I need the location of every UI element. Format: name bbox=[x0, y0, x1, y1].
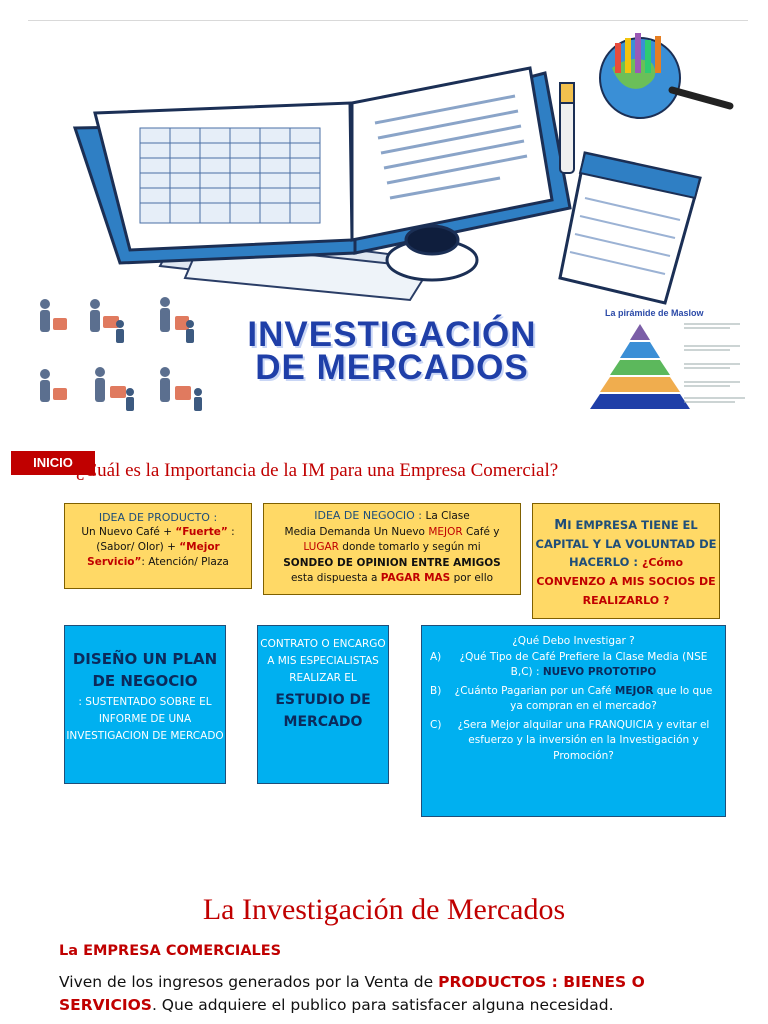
inicio-button[interactable]: INICIO bbox=[11, 451, 95, 475]
highlight-fuerte: “Fuerte” bbox=[175, 526, 228, 538]
text-span: . Que adquiere el publico para satisfacer alguna necesidad. bbox=[151, 996, 614, 1014]
investigar-list bbox=[422, 650, 725, 765]
highlight-mejor: “Mejor bbox=[179, 541, 220, 553]
hero-title-line2: DE MERCADOS bbox=[255, 348, 529, 387]
text-span: Café y bbox=[462, 525, 500, 538]
investigar-heading: ¿Qué Debo Investigar ? bbox=[512, 635, 635, 647]
contrato-body: CONTRATO O ENCARGO A MIS ESPECIALISTAS REALIZAR EL bbox=[260, 638, 386, 684]
text-span: ¿Qué Tipo de Café Prefiere la Clase Media (NSE B,C) : bbox=[459, 650, 708, 678]
highlight-pagar-mas: PAGAR MAS bbox=[380, 572, 451, 584]
plan-negocio-body: : SUSTENTADO SOBRE EL INFORME DE UNA INVESTIGACION DE MERCADO bbox=[66, 696, 224, 742]
text-span: (Sabor/ Olor) + bbox=[96, 541, 180, 553]
highlight-mejor: MEJOR bbox=[614, 684, 654, 697]
list-label: B) bbox=[430, 684, 442, 697]
text-span: : Atención/ Plaza bbox=[141, 556, 229, 568]
highlight-prototipo: NUEVO PROTOTIPO bbox=[542, 666, 657, 678]
main-question: ¿Cuál es la Importancia de la IM para una Empresa Comercial? bbox=[76, 460, 559, 481]
idea-negocio-line5 bbox=[264, 571, 520, 587]
text-span: La Clase bbox=[425, 510, 470, 522]
contrato-box bbox=[257, 625, 389, 784]
highlight-servicio: Servicio” bbox=[87, 556, 142, 568]
text-span: donde tomarlo y según mi bbox=[338, 541, 481, 553]
contrato-heading: ESTUDIO DE MERCADO bbox=[275, 692, 371, 730]
text-span: ¿Sera Mejor alquilar una FRANQUICIA y evitar el esfuerzo y la inversión en la Investigación y Promoción? bbox=[457, 718, 710, 762]
capital-text: I EMPRESA TIENE EL CAPITAL Y LA VOLUNTAD DE HACERLO : bbox=[535, 518, 717, 569]
list-item bbox=[430, 684, 715, 715]
text-span: Viven de los ingresos generados por la Venta de bbox=[59, 973, 439, 991]
idea-negocio-line3 bbox=[264, 540, 520, 556]
list-label: A) bbox=[430, 650, 442, 663]
idea-producto-line1 bbox=[65, 525, 251, 540]
hero-title bbox=[222, 315, 562, 387]
list-label: C) bbox=[430, 718, 442, 731]
idea-negocio-box bbox=[263, 503, 521, 595]
investigar-box bbox=[421, 625, 726, 817]
text-span: que lo que ya compran en el mercado? bbox=[510, 684, 713, 712]
hero-title-line1: INVESTIGACIÓN bbox=[247, 315, 537, 354]
plan-negocio-box bbox=[64, 625, 226, 784]
idea-producto-line2 bbox=[65, 540, 251, 555]
top-divider bbox=[28, 20, 748, 21]
text-span: Un Nuevo Café + bbox=[81, 526, 176, 538]
capital-question: ¿Cómo CONVENZO A MIS SOCIOS DE REALIZARLO ? bbox=[536, 556, 716, 607]
maslow-title: La pirámide de Maslow bbox=[605, 308, 704, 318]
highlight-mejor: MEJOR bbox=[428, 525, 463, 538]
list-item bbox=[430, 650, 715, 681]
idea-negocio-heading: IDEA DE NEGOCIO : bbox=[314, 509, 426, 522]
section-title: La Investigación de Mercados bbox=[202, 893, 566, 926]
highlight-lugar: LUGAR bbox=[303, 541, 339, 553]
plan-negocio-heading: DISEÑO UN PLAN DE NEGOCIO bbox=[72, 650, 218, 690]
capital-box bbox=[532, 503, 720, 619]
idea-negocio-line2 bbox=[264, 525, 520, 541]
list-item bbox=[430, 718, 715, 765]
capital-initial: M bbox=[554, 518, 568, 533]
section-subtitle: La EMPRESA COMERCIALES bbox=[59, 943, 282, 959]
highlight-productos: PRODUCTOS : BIENES O SERVICIOS bbox=[59, 973, 645, 1014]
idea-producto-line3 bbox=[65, 555, 251, 570]
text-span: Media Demanda Un Nuevo bbox=[284, 525, 429, 538]
idea-producto-box bbox=[64, 503, 252, 589]
section-paragraph bbox=[59, 971, 739, 1017]
idea-negocio-line1 bbox=[264, 508, 520, 525]
idea-negocio-line4: SONDEO DE OPINION ENTRE AMIGOS bbox=[283, 556, 501, 569]
text-span: esta dispuesta a bbox=[290, 572, 381, 584]
text-span: ¿Cuánto Pagarian por un Café bbox=[454, 684, 615, 697]
idea-producto-heading: IDEA DE PRODUCTO : bbox=[98, 511, 218, 524]
text-span: por ello bbox=[450, 572, 494, 584]
text-span: : bbox=[227, 526, 235, 538]
